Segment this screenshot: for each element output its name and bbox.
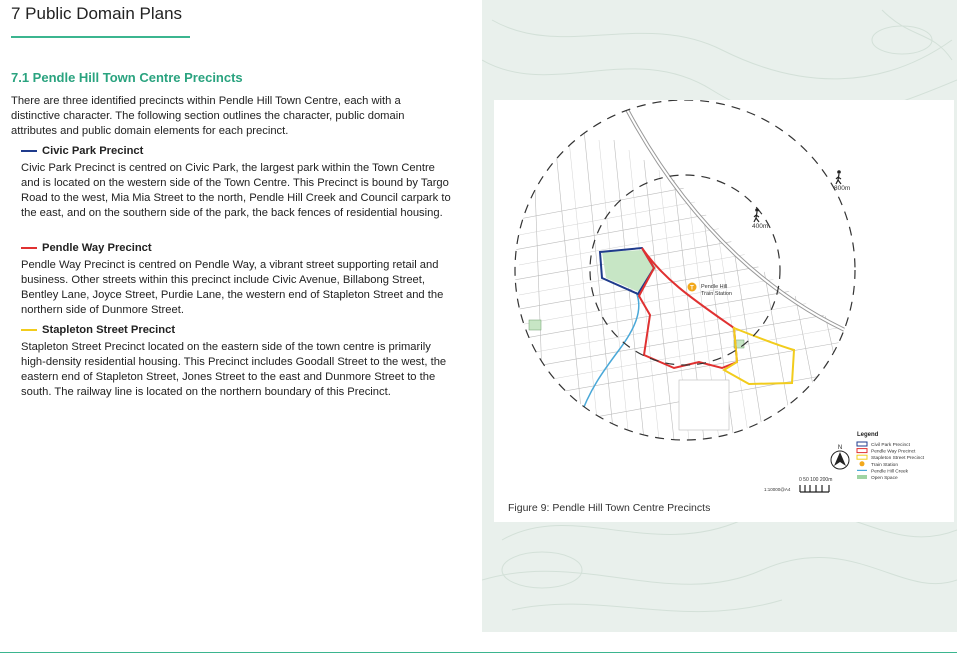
page-bottom-divider	[0, 652, 957, 653]
precinct-description: Stapleton Street Precinct located on the eastern side of the town centre is primarily high-density residential housing. This Precinct includes Goodall Street to the west, the eastern end of Stapleton Street, Jones Street to the east and Dunmore Street to the south. The railway line is located on the northern boundary of this Precinct.	[21, 341, 447, 398]
precinct-heading	[21, 322, 451, 337]
legend-swatch	[860, 461, 865, 466]
scale-bar	[800, 485, 829, 492]
legend-label: Stapleton Street Precinct	[871, 456, 925, 462]
precinct-description: Civic Park Precinct is centred on Civic Park, the largest park within the Town Centre and is located on the western side of the Town Centre. This Precinct is bound by Targo Road to the west, Mia Mia Street to the north, Pendle Hill Creek and Council carpark to the east, and on the southern side of the park, the back fences of residential housing.	[21, 162, 451, 219]
precinct-name: Stapleton Street Precinct	[42, 323, 176, 336]
legend-label: Pendle Way Precinct	[871, 449, 916, 455]
legend-item	[857, 449, 916, 455]
legend-item	[857, 475, 898, 481]
precinct-pendle-way	[21, 240, 451, 318]
legend-item	[860, 461, 899, 468]
page-title: 7 Public Domain Plans	[11, 4, 183, 23]
section-intro: There are three identified precincts within Pendle Hill Town Centre, each with a distinctive character. The following section outlines the character, public domain attributes and public domain elements for each precinct.	[11, 95, 405, 137]
legend-item	[857, 468, 909, 474]
precinct-name: Pendle Way Precinct	[42, 241, 152, 254]
precinct-color-line	[21, 329, 37, 331]
legend-item	[857, 455, 925, 461]
walking-person-icon	[836, 170, 841, 184]
legend-label: Civil Park Precinct	[871, 443, 910, 448]
precinct-heading	[21, 143, 451, 158]
precincts-map	[494, 100, 954, 500]
scale-ratio: 1:10000@A4	[764, 487, 791, 492]
svg-text:T: T	[690, 285, 694, 292]
precinct-name: Civic Park Precinct	[42, 144, 144, 157]
legend-swatch	[857, 455, 867, 459]
figure-card	[494, 100, 954, 522]
legend-label: Open Space	[871, 476, 898, 481]
legend-swatch	[857, 442, 867, 446]
ring-label-800m: 800m	[834, 185, 851, 192]
legend-label: Pendle Hill Creek	[871, 469, 909, 475]
precinct-description: Pendle Way Precinct is centred on Pendle Way, a vibrant street supporting retail and business. Other streets within this precinct include Civic Avenue, Billabong Street, Bentley Lane, Joyce Street, Purdie Lane, the western end of Stapleton Street and the northern side of Dunmore Street.	[21, 259, 444, 316]
title-divider	[11, 36, 190, 38]
map-legend	[857, 432, 925, 481]
station-label-line1: Pendle Hill	[701, 284, 728, 290]
legend-label: Train Station	[871, 462, 899, 468]
section-title: 7.1 Pendle Hill Town Centre Precincts	[11, 70, 243, 85]
precinct-civic-park	[21, 143, 451, 221]
scale-ticks: 0 50 100 200m	[799, 477, 833, 483]
north-label: N	[837, 445, 843, 451]
precinct-color-line	[21, 247, 37, 249]
precinct-heading	[21, 240, 451, 255]
precinct-color-line	[21, 150, 37, 152]
train-station-icon	[688, 283, 697, 292]
station-label-line2: Train Station	[701, 291, 732, 297]
north-arrow-icon	[831, 451, 849, 469]
legend-item	[857, 442, 911, 448]
legend-swatch	[857, 449, 867, 453]
precinct-stapleton-street	[21, 322, 451, 400]
legend-swatch	[857, 475, 867, 479]
legend-title: Legend	[857, 432, 879, 438]
figure-caption: Figure 9: Pendle Hill Town Centre Precincts	[508, 502, 711, 514]
ring-label-400m: 400m	[752, 223, 769, 230]
